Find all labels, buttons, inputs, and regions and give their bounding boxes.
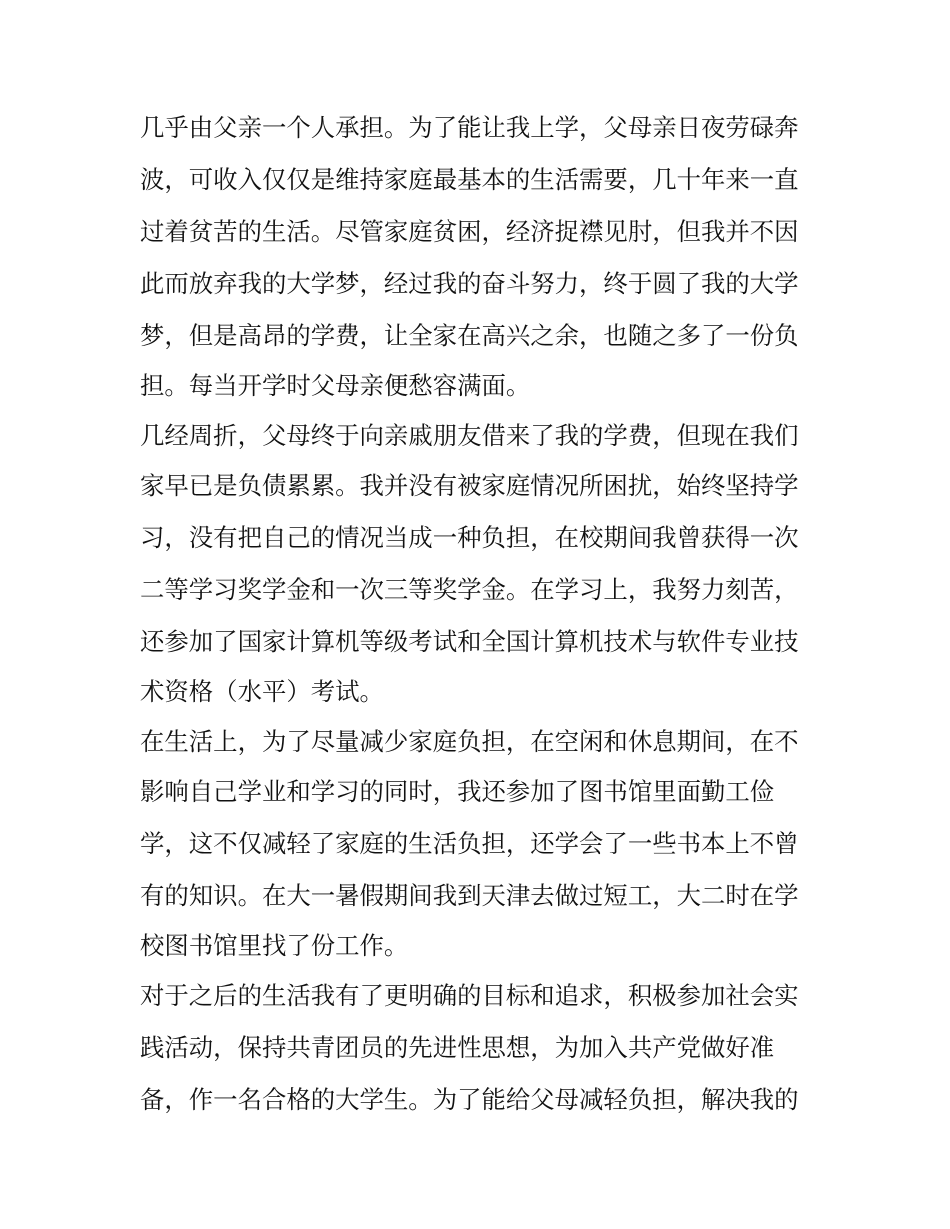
text-line: 此而放弃我的大学梦，经过我的奋斗努力，终于圆了我的大学 xyxy=(140,269,799,298)
text-line: 习，没有把自己的情况当成一种负担，在校期间我曾获得一次 xyxy=(140,523,799,552)
text-line: 影响自己学业和学习的同时，我还参加了图书馆里面勤工俭 xyxy=(140,777,775,806)
text-line: 波，可收入仅仅是维持家庭最基本的生活需要，几十年来一直 xyxy=(140,165,799,194)
text-line: 校图书馆里找了份工作。 xyxy=(140,931,409,960)
text-line: 梦，但是高昂的学费，让全家在高兴之余，也随之多了一份负 xyxy=(140,321,799,350)
text-line: 学，这不仅减轻了家庭的生活负担，还学会了一些书本上不曾 xyxy=(140,829,799,858)
text-line: 过着贫苦的生活。尽管家庭贫困，经济捉襟见肘，但我并不因 xyxy=(140,217,799,246)
text-line: 备，作一名合格的大学生。为了能给父母减轻负担，解决我的 xyxy=(140,1085,799,1114)
text-line: 有的知识。在大一暑假期间我到天津去做过短工，大二时在学 xyxy=(140,881,799,910)
text-line: 担。每当开学时父母亲便愁容满面。 xyxy=(140,371,531,400)
text-line: 几乎由父亲一个人承担。为了能让我上学，父母亲日夜劳碌奔 xyxy=(140,113,799,142)
text-line: 几经周折，父母终于向亲戚朋友借来了我的学费，但现在我们 xyxy=(140,421,799,450)
text-line: 践活动，保持共青团员的先进性思想，为加入共产党做好准 xyxy=(140,1033,775,1062)
text-line: 在生活上，为了尽量减少家庭负担，在空闲和休息期间，在不 xyxy=(140,727,799,756)
text-line: 术资格（水平）考试。 xyxy=(140,677,384,706)
text-line: 二等学习奖学金和一次三等奖学金。在学习上，我努力刻苦， xyxy=(140,575,799,604)
text-line: 家早已是负债累累。我并没有被家庭情况所困扰，始终坚持学 xyxy=(140,471,799,500)
text-line: 对于之后的生活我有了更明确的目标和追求，积极参加社会实 xyxy=(140,981,799,1010)
text-line: 还参加了国家计算机等级考试和全国计算机技术与软件专业技 xyxy=(140,627,799,656)
